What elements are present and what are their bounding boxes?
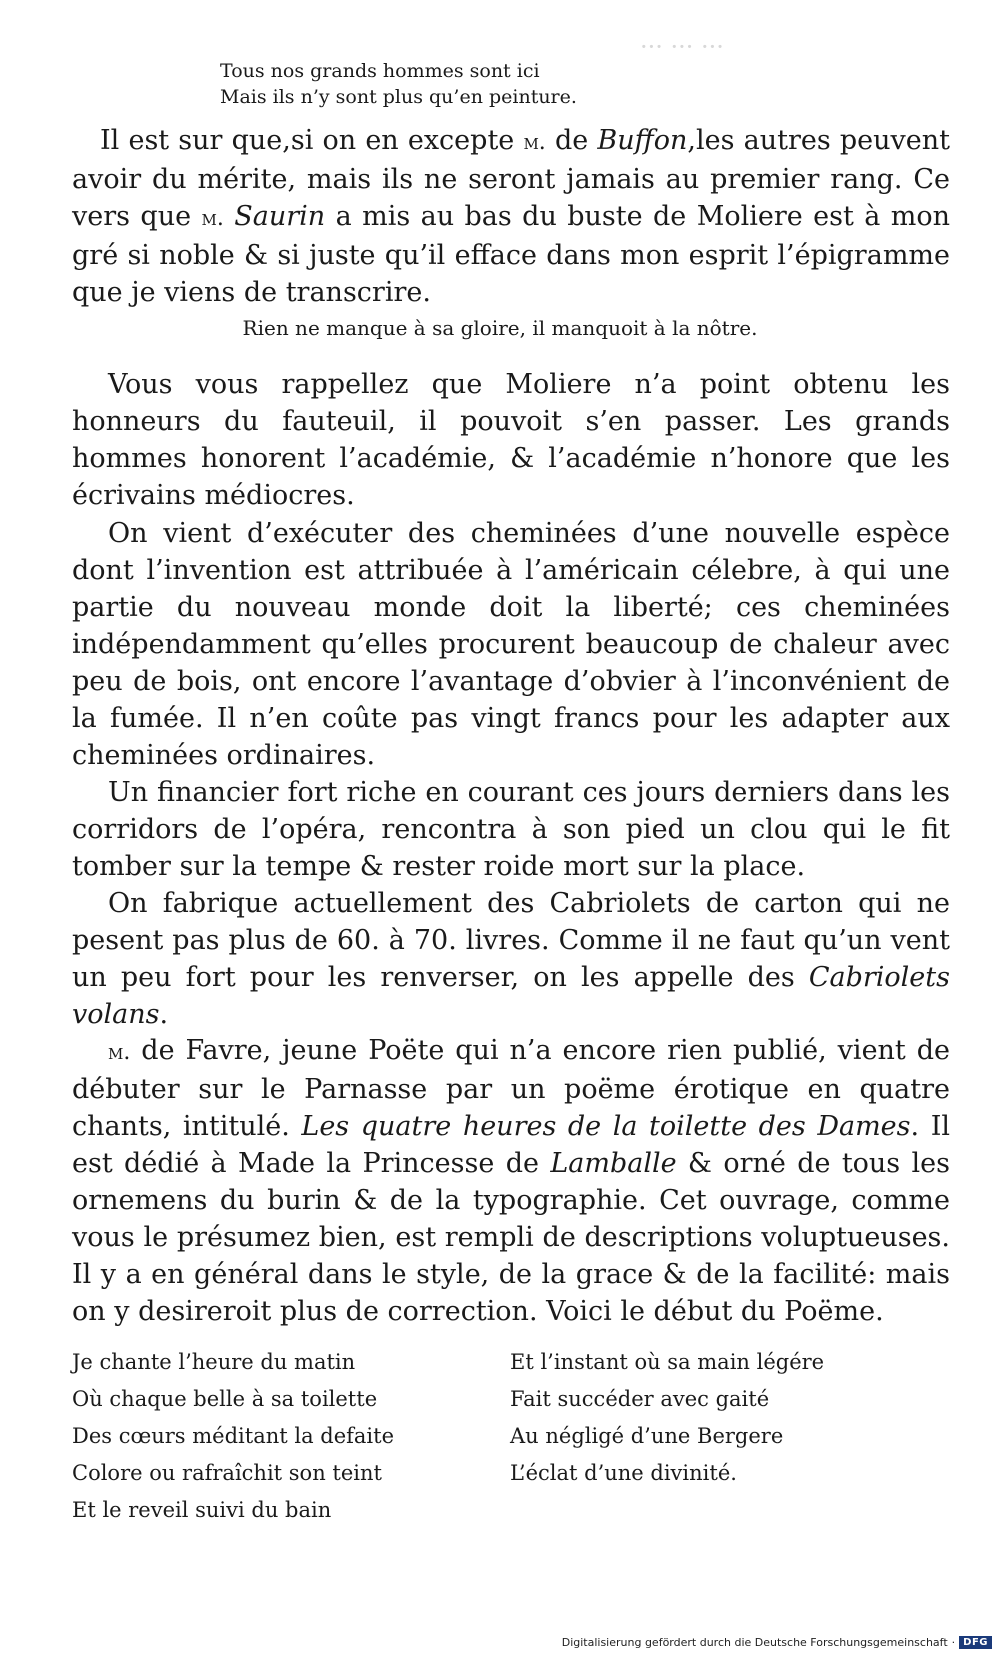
verse-line-2: Mais ils n’y sont plus qu’en peinture. <box>220 86 577 108</box>
paragraph-buffon: Il est sur que,si on en excepte m. de Buffon,les autres peuvent avoir du mérite, mais ils ne seront jamais au premier rang. Ce vers que m. Saurin a mis au bas du buste de Moliere est à mon gré si noble & si juste qu’il efface dans mon esprit l’épigramme que je viens de transcrire. <box>72 125 951 308</box>
poem-line: Et l’instant où sa main légére <box>510 1350 825 1374</box>
paragraph-favre: m. de Favre, jeune Poëte qui n’a encore rien publié, vient de débuter sur le Parnasse par un poëme érotique en quatre chants, intitulé. Les quatre heures de la toilette des Dames. Il est dédié à Made la Princesse de Lamballe & orné de tous les ornemens du burin & de la typographie. Cet ouvrage, comme vous le présumez bien, est rempli de descriptions voluptueuses. Il y a en général dans le style, de la grace & de la facilité: mais on y desireroit plus de correction. Voici le début du Poëme. <box>72 1035 950 1327</box>
poem-line: Je chante l’heure du matin <box>72 1350 356 1374</box>
digitization-footer: Digitalisierung gefördert durch die Deutsche Forschungsgemeinschaft · DFG <box>562 1636 992 1649</box>
paragraph-cabriolets: On fabrique actuellement des Cabriolets de carton qui ne pesent pas plus de 60. à 70. livres. Comme il ne faut qu’un vent un peu fort pour les renverser, on les appelle des Cabriolets volans. <box>72 888 950 1030</box>
footer-text: Digitalisierung gefördert durch die Deutsche Forschungsgemeinschaft <box>561 1636 948 1649</box>
poem-line: Colore ou rafraîchit son teint <box>72 1461 382 1485</box>
poem-left-column <box>72 1344 394 1529</box>
poem-right-column <box>510 1344 824 1492</box>
poem-line: Où chaque belle à sa toilette <box>72 1387 378 1411</box>
bleed-through: ··· ··· ··· <box>640 33 724 61</box>
paragraph-financier: Un financier fort riche en courant ces jours derniers dans les corridors de l’opéra, rencontra à son pied un clou qui le fit tomber sur la tempe & rester roide mort sur la place. <box>72 777 950 882</box>
poem-line: Fait succéder avec gaité <box>510 1387 770 1411</box>
poem-line: Des cœurs méditant la defaite <box>72 1424 395 1448</box>
poem-line: L’éclat d’une divinité. <box>510 1461 737 1485</box>
paragraph-moliere: Vous vous rappellez que Moliere n’a point obtenu les honneurs du fauteuil, il pouvoit s’en passer. Les grands hommes honorent l’académie, & l’académie n’honore que les écrivains médiocres. <box>72 369 950 511</box>
paragraph-cheminees: On vient d’exécuter des cheminées d’une nouvelle espèce dont l’invention est attribuée à l’américain célebre, à qui une partie du nouveau monde doit la liberté; ces cheminées indépendamment qu’elles procurent beaucoup de chaleur avec peu de bois, ont encore l’avantage d’obvier à l’inconvénient de la fumée. Il n’en coûte pas vingt francs pour les adapter aux cheminées ordinaires. <box>72 518 950 771</box>
verse-line-1: Tous nos grands hommes sont ici <box>220 60 540 82</box>
dfg-logo-icon: DFG <box>959 1636 992 1649</box>
quote-line: Rien ne manque à sa gloire, il manquoit à la nôtre. <box>242 316 758 340</box>
poem-line: Et le reveil suivi du bain <box>72 1498 332 1522</box>
poem-line: Au négligé d’une Bergere <box>510 1424 784 1448</box>
